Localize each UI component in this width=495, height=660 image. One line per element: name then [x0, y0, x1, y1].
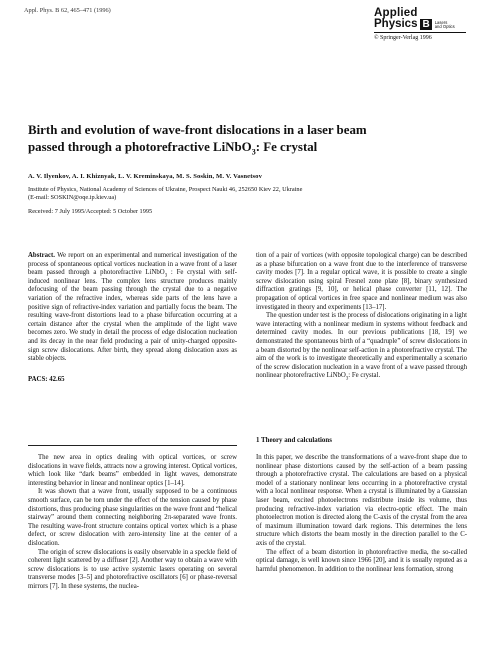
abstract-text-1: We report on an experimental and numerical investigation of the process of spontaneous optical vortices nucleation in a wave front of a laser beam passed through a photorefractive LiNbO [28, 252, 237, 277]
theory-paragraph-1: In this paper, we describe the transformations of a wave-front shape due to nonlinear phase distortions caused by the self-action of a beam passing through a photorefractive crystal. The calculations are based on a physical model of a stationary nonlinear lens occurring in a photorefractive crystal with a local nonlinear response. When a crystal is illuminated by a Gaussian laser beam, excited photoelectrons redistribute inside its volume, thus producing refractive-index variation via electro-optic effect. The main photoelectron motion is directed along the C-axis of the crystal from the area of maximum illumination toward dark regions. This determines the lens structure which distorts the beam mostly in the direction parallel to the C-axis of the crystal. [256, 454, 467, 547]
author-list: A. V. Ilyenkov, A. I. Khiznyak, L. V. Kreminskaya, M. S. Soskin, M. V. Vasnetsov [28, 173, 262, 180]
section-1-heading-block [256, 437, 467, 446]
abstract-block [28, 252, 237, 384]
logo-b-mark: B [422, 19, 430, 30]
abstract-divider [28, 445, 237, 446]
logo-sub-optics: and Optics [434, 24, 455, 30]
right-column-top [256, 252, 467, 381]
title-line-1: Birth and evolution of wave-front dislocations in a laser beam [28, 123, 367, 137]
intro-paragraph-5-end: : Fe crystal. [348, 372, 381, 380]
section-1-body [256, 454, 467, 574]
abstract-text-2: : Fe crystal with self-induced nonlinear lens. The complex lens structure produces mainly defocusing of the beam passing through the crystal due to a negative variation of the refractive index, whereas side parts of the lens have a positive sign of refractive-index variation and partially focus the beam. The resulting wave-front distortions lead to a phase bifurcation occurring at a certain distance after the crystal when the amplitude of the light wave becomes zero. We study in detail the process of edge dislocation nucleation and its decay in the near field producing a pair of unity-charged opposite-sign screw dislocations. After birth, they spread along dislocation axes as stable objects. [28, 269, 237, 363]
logo-subtitle [435, 21, 455, 30]
logo-physics: Physics [374, 18, 418, 30]
title-line-2-text: passed through a photorefractive LiNbO [28, 139, 252, 154]
logo-rule [374, 32, 466, 33]
logo-sub-lasers: Lasers [434, 19, 448, 25]
intro-left-column [28, 454, 237, 592]
abstract-subscript: 3 [164, 273, 168, 279]
copyright-notice: © Springer-Verlag 1996 [374, 35, 432, 41]
affiliation-email: (E-mail: SOSKIN@oqe.ip.kiev.ua) [28, 194, 117, 202]
pacs-code: PACS: 42.65 [28, 375, 65, 383]
section-heading: 1 Theory and calculations [256, 437, 332, 444]
article-title [28, 122, 468, 155]
intro-paragraph-4: tion of a pair of vortices (with opposite topological charge) can be described as a phase bifurcation on a wave front due to the interference of transverse cavity modes [7]. In a regular optical wave, it is possible to create a single screw dislocation using spiral Fresnel zone plate [8], binary synthesized diffraction gratings [9, 10], or helical phase converter [11, 12]. The propagation of optical vortices in free space and nonlinear medium was also investigated in theory and experiments [13–17]. [256, 252, 467, 311]
logo-physics-row [374, 19, 474, 30]
title-line-2-end: : Fe crystal [255, 139, 318, 154]
intro-paragraph-1: The new area in optics dealing with optical vortices, or screw dislocations in wave fields, attracts now a growing interest. Optical vortices, which look like “dark beams” embedded in light waves, demonstrate interesting behavior in linear and nonlinear optics [1–14]. [28, 454, 237, 487]
intro-paragraph-2: It was shown that a wave front, usually supposed to be a continuous smooth surface, can be torn under the effect of the tension caused by phase distortions, thus producing phase singularities on the wave front and “helical stairway” around them connecting neighboring 2π-separated wave fronts. The resulting wave-front structure contains optical vortex which is a phase defect, or screw dislocation with zero-intensity line at the center of a dislocation. [28, 488, 237, 547]
intro-paragraph-5 [256, 312, 467, 381]
title-line-2 [28, 139, 468, 156]
abstract-paragraph [28, 252, 237, 364]
intro-subscript: 3 [345, 376, 349, 382]
logo-applied: Applied [374, 7, 418, 19]
theory-paragraph-2: The effect of a beam distortion in photorefractive media, the so-called optical damage, is well known since 1966 [20], and it is usually reputed as a harmful phenomenon. In addition to the nonlinear lens formation, strong [256, 548, 467, 573]
affiliation [28, 186, 468, 202]
intro-paragraph-3: The origin of screw dislocations is easily observable in a speckle field of coherent light scattered by a diffuser [2]. Another way to obtain a wave with screw dislocations is to use active systemic lasers operating on several transverse modes [3–5] and photorefractive oscillators [6] or phase-reversal mirrors [7]. In these systems, the nuclea- [28, 548, 237, 590]
affiliation-address: Institute of Physics, National Academy of Sciences of Ukraine, Prospect Nauki 46, 252650 Kiev 22, Ukraine [28, 186, 303, 193]
intro-paragraph-5-text: The question under test is the process of dislocations originating in a light wave interacting with a nonlinear medium in systems without feedback and determined cavity modes. In our previous publications [18, 19] we demonstrated the spontaneous birth of a “quadruple” of screw dislocations in a beam distorted by the nonlinear self-action in a photorefractive crystal. The aim of the work is to investigate theoretically and experimentally a scenario of the screw dislocation nucleation in a wave front of a wave passed through nonlinear photorefractive LiNbO [256, 312, 467, 380]
received-dates: Received: 7 July 1995/Accepted: 5 October 1995 [28, 208, 153, 215]
title-subscript: 3 [251, 147, 256, 157]
journal-logo [374, 8, 474, 41]
abstract-label: Abstract. [28, 252, 55, 259]
journal-reference: Appl. Phys. B 62, 465–471 (1996) [24, 7, 111, 14]
